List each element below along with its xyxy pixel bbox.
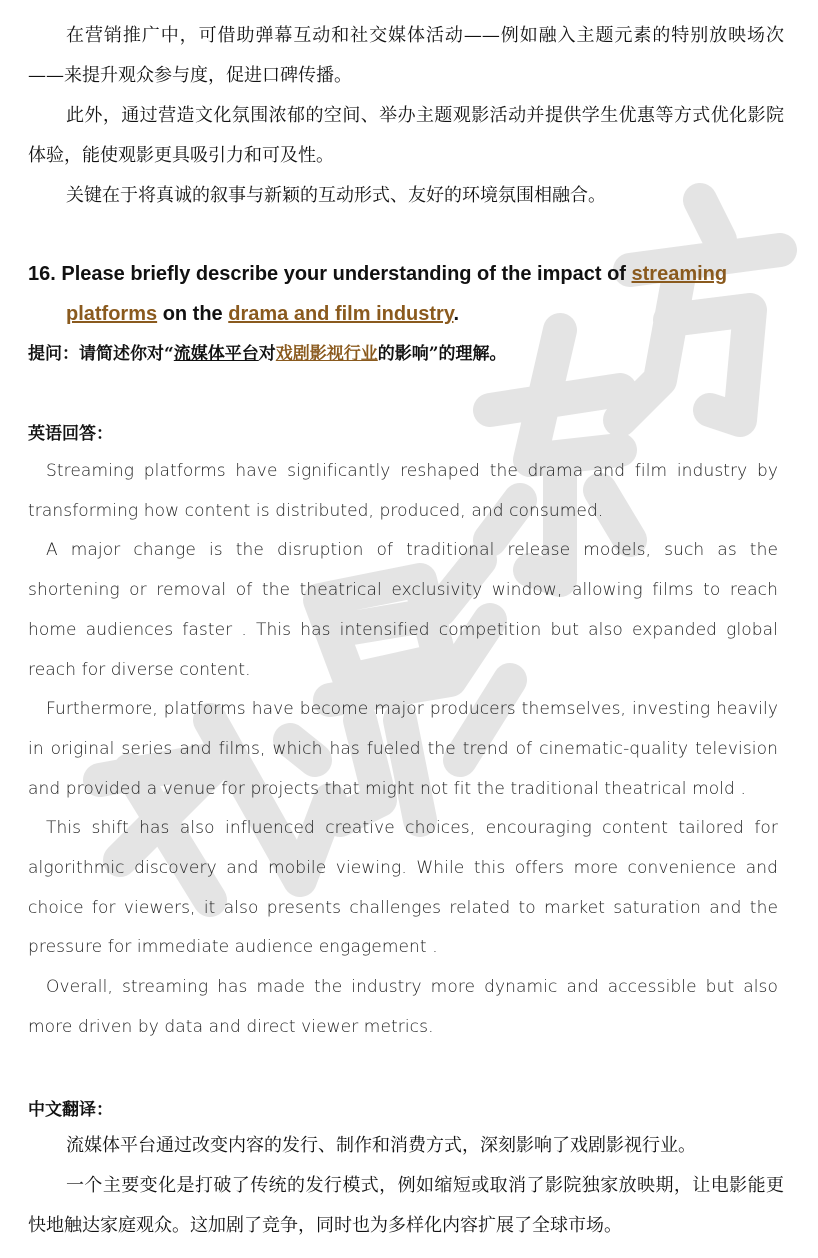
question-end: . — [453, 303, 460, 325]
english-paragraph: Streaming platforms have significantly reshaped the drama and film industry by transforming how content is distributed, produced, and consumed. — [28, 461, 778, 521]
streaming-platforms-link-cont[interactable]: platforms — [66, 303, 158, 325]
drama-film-industry-zh-link[interactable]: 戏剧影视行业 — [275, 344, 378, 364]
intro-paragraph: 关键在于将真诚的叙事与新颖的互动形式、友好的环境氛围相融合。 — [66, 185, 606, 206]
question-prefix: Please briefly describe your understanding of the impact of — [61, 263, 626, 285]
question-middle: on the — [162, 303, 223, 325]
english-paragraph: A major change is the disruption of traditional release models, such as the shortening or removal of the theatrical exclusivity window, allowing films to reach home audiences faster . This has intensified competition but also expanded global reach for diverse content. — [28, 540, 778, 680]
chinese-translation-heading: 中文翻译： — [28, 1100, 113, 1120]
english-paragraph: Furthermore, platforms have become major producers themselves, investing heavily in original series and films, which has fueled the trend of cinematic-quality television and provided a venue for projects that might not fit the traditional theatrical mold . — [28, 699, 778, 799]
intro-paragraph: 在营销推广中，可借助弹幕互动和社交媒体活动——例如融入主题元素的特别放映场次——来提升观众参与度，促进口碑传播。 — [28, 25, 784, 86]
question-number: 16. — [28, 263, 56, 285]
english-paragraph: This shift has also influenced creative choices, encouraging content tailored for algorithmic discovery and mobile viewing. While this offers more convenience and choice for viewers, it also presents challenges related to market saturation and the pressure for immediate audience engagement . — [28, 818, 778, 958]
intro-paragraph: 此外，通过营造文化氛围浓郁的空间、举办主题观影活动并提供学生优惠等方式优化影院体验，能使观影更具吸引力和可及性。 — [28, 105, 784, 166]
english-answer-heading: 英语回答： — [28, 424, 113, 444]
chinese-paragraph: 流媒体平台通过改变内容的发行、制作和消费方式，深刻影响了戏剧影视行业。 — [66, 1135, 696, 1156]
question-block — [0, 254, 818, 374]
chinese-paragraph: 一个主要变化是打破了传统的发行模式，例如缩短或取消了影院独家放映期，让电影能更快地触达家庭观众。这加剧了竞争，同时也为多样化内容扩展了全球市场。 — [28, 1175, 784, 1236]
streaming-underlined: 流媒体平台 — [173, 344, 259, 364]
drama-film-industry-link[interactable]: drama and film industry — [228, 303, 454, 325]
question-chinese: 提问：请简述你对“流媒体平台对戏剧影视行业的影响”的理解。 — [28, 344, 507, 364]
streaming-platforms-link[interactable]: streaming — [631, 263, 728, 285]
english-paragraph: Overall, streaming has made the industry more dynamic and accessible but also more driven by data and direct viewer metrics. — [28, 977, 778, 1037]
english-answer — [0, 452, 818, 1048]
question-title — [0, 254, 818, 334]
chinese-translation — [0, 1126, 818, 1246]
